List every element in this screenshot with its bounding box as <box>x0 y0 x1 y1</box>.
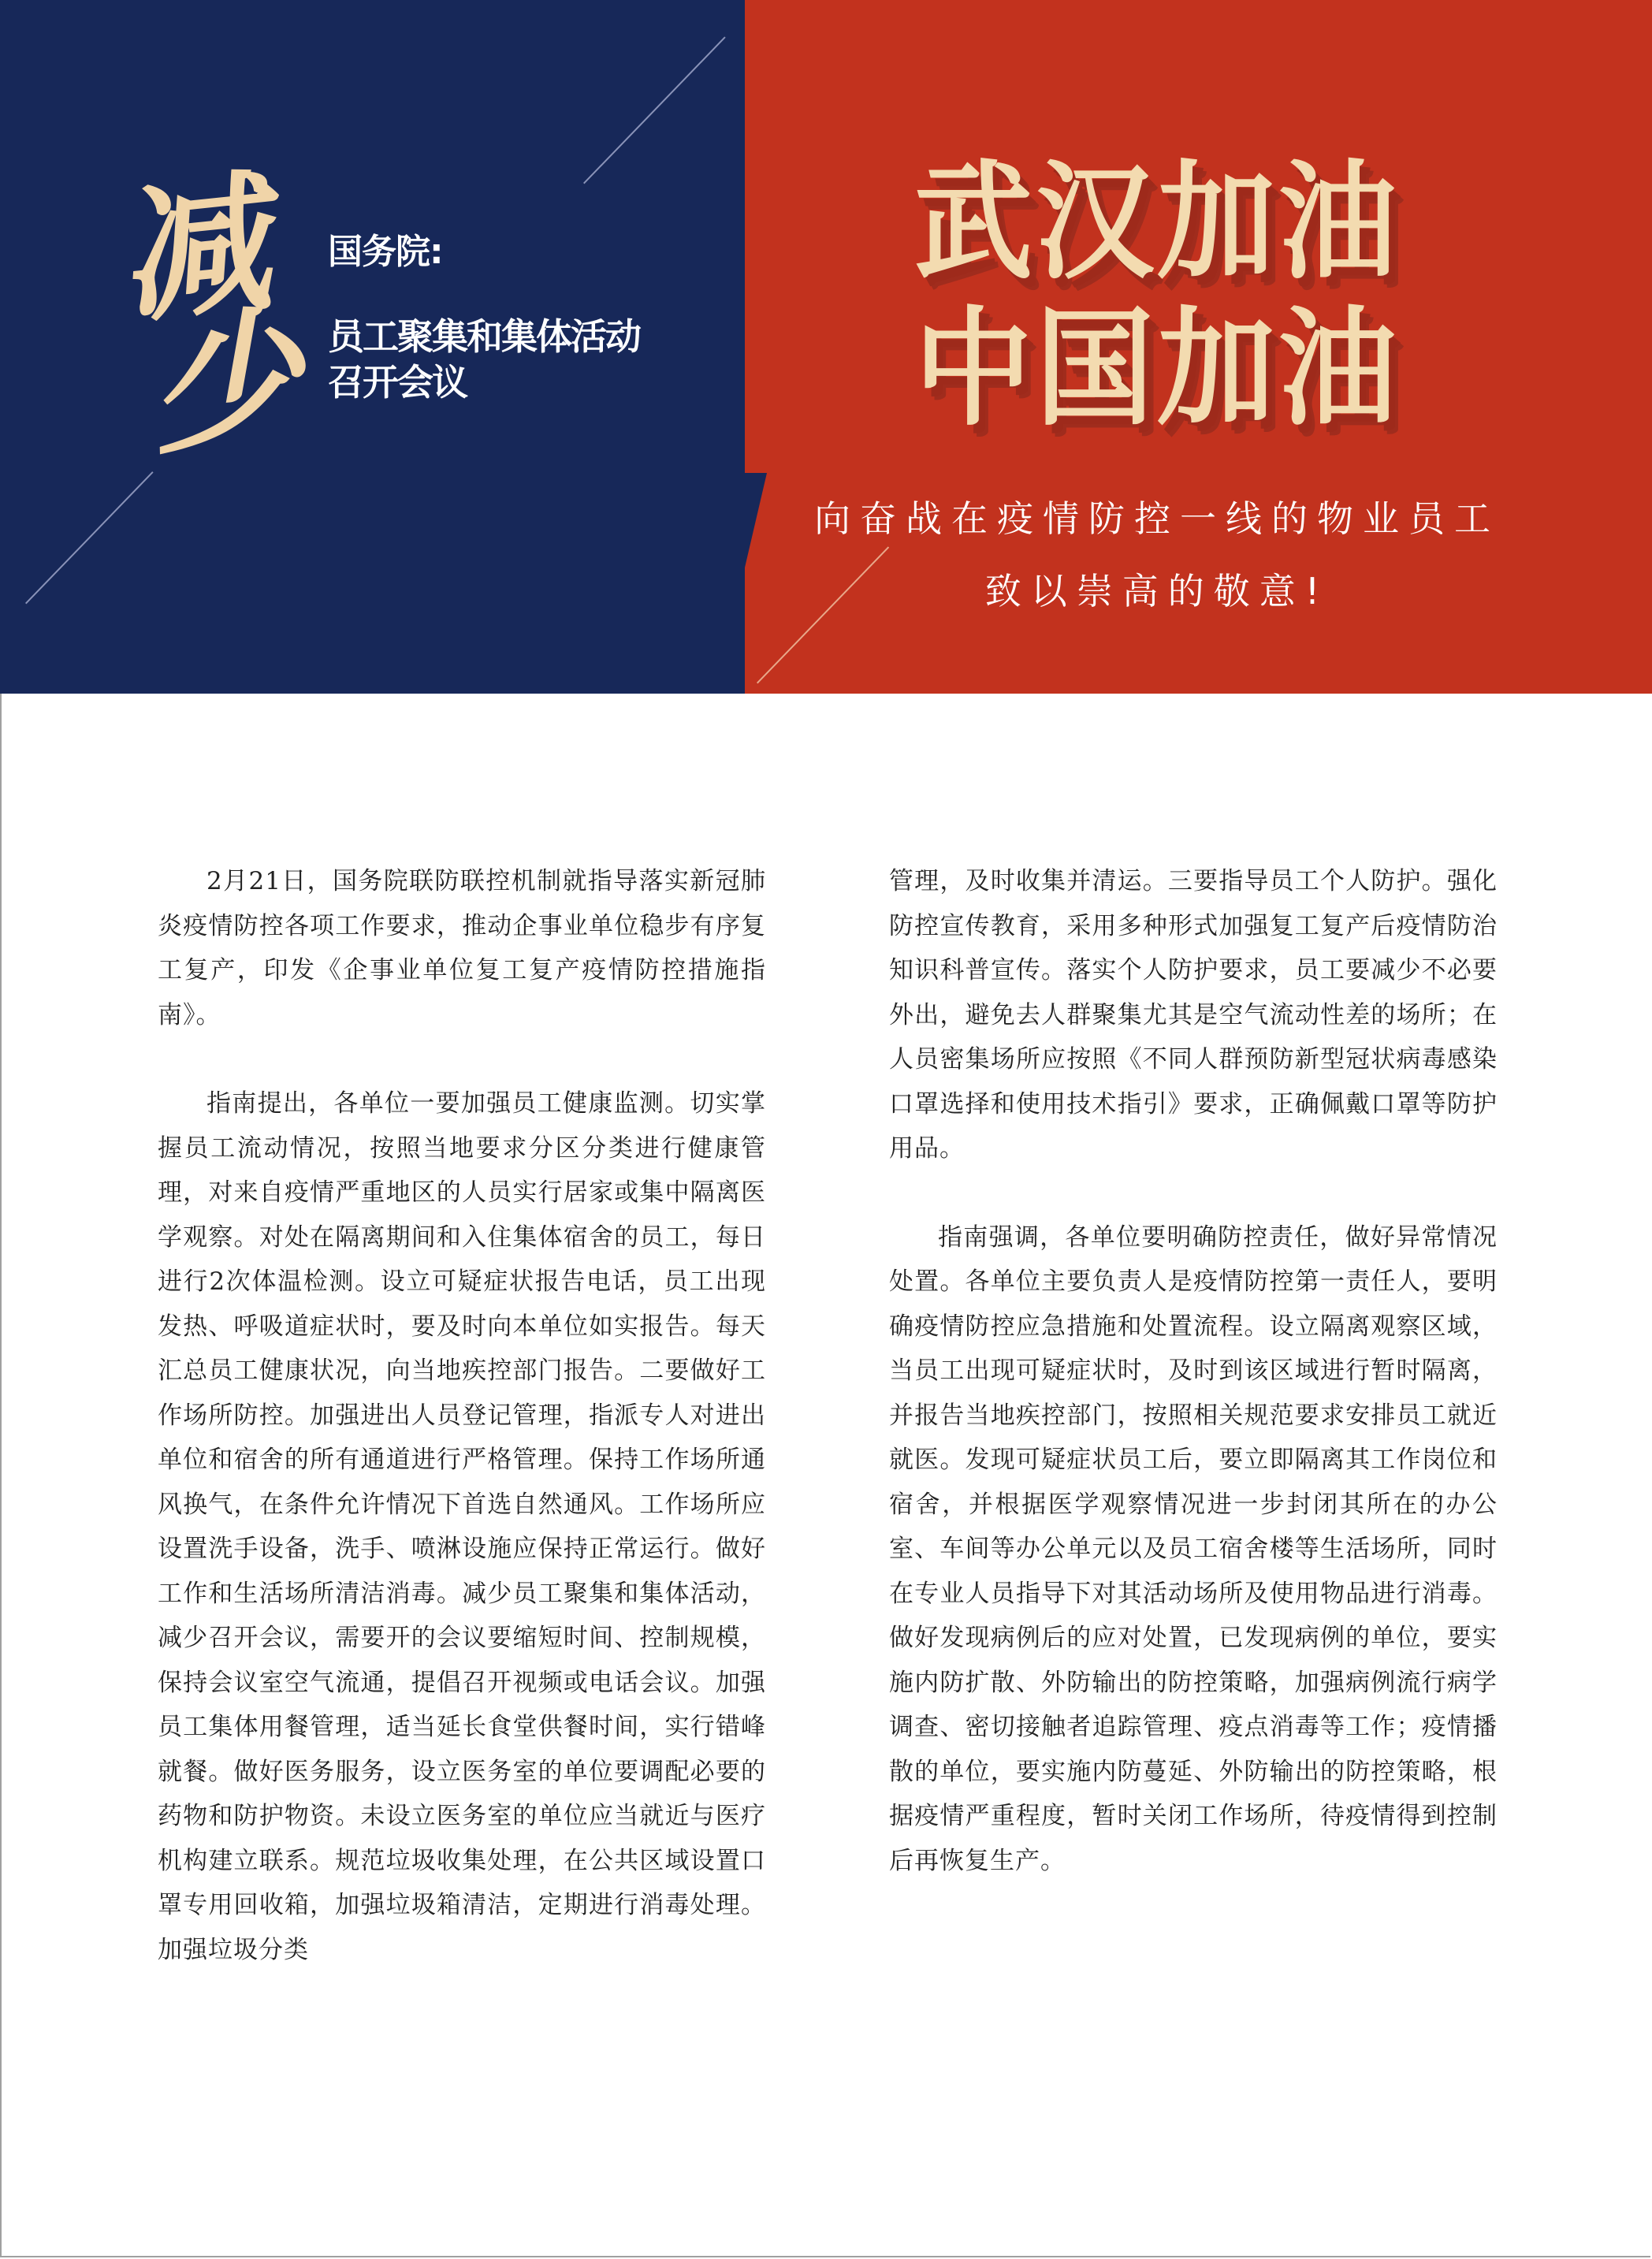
article-column-right <box>889 859 1498 1927</box>
decorative-line <box>583 36 725 184</box>
poster-title-line-1: 武汉加油 <box>914 148 1401 297</box>
decorative-line <box>25 471 153 604</box>
article-paragraph-continued: 管理，及时收集并清运。三要指导员工个人防护。强化防控宣传教育，采用多种形式加强复工复产后疫情防治知识科普宣传。落实个人防护要求，员工要减少不必要外出，避免去人群聚集尤其是空气流动性差的场所；在人员密集场所应按照《不同人群预防新型冠状病毒感染口罩选择和使用技术指引》要求，正确佩戴口罩等防护用品。 <box>889 867 1498 1163</box>
calligraphy-char-2: 少 <box>146 287 327 477</box>
headline-line-1: 员工聚集和集体活动 <box>328 315 640 358</box>
article-paragraph: 2月21日，国务院联防联控机制就指导落实新冠肺炎疫情防控各项工作要求，推动企事业单位稳步有序复工复产，印发《企事业单位复工复产疫情防控措施指南》。 <box>158 867 766 1029</box>
article-column-left <box>158 859 766 2016</box>
poster-subtitle-line-2: 致以崇高的敬意! <box>984 570 1330 612</box>
poster-subtitle <box>802 482 1512 627</box>
banner-left-panel <box>0 0 745 694</box>
headline-block <box>328 230 640 405</box>
article-paragraph: 指南提出，各单位一要加强员工健康监测。切实掌握员工流动情况，按照当地要求分区分类进行健康管理，对来自疫情严重地区的人员实行居家或集中隔离医学观察。对处在隔离期间和入住集体宿舍的员工，每日进行2次体温检测。设立可疑症状报告电话，员工出现发热、呼吸道症状时，要及时向本单位如实报告。每天汇总员工健康状况，向当地疾控部门报告。二要做好工作场所防控。加强进出人员登记管理，指派专人对进出单位和宿舍的所有通道进行严格管理。保持工作场所通风换气，在条件允许情况下首选自然通风。工作场所应设置洗手设备，洗手、喷淋设施应保持正常运行。做好工作和生活场所清洁消毒。减少员工聚集和集体活动，减少召开会议，需要开的会议要缩短时间、控制规模，保持会议室空气流通，提倡召开视频或电话会议。加强员工集体用餐管理，适当延长食堂供餐时间，实行错峰就餐。做好医务服务，设立医务室的单位要调配必要的药物和防护物资。未设立医务室的单位应当就近与医疗机构建立联系。规范垃圾收集处理，在公共区域设置口罩专用回收箱，加强垃圾箱清洁，定期进行消毒处理。加强垃圾分类 <box>158 1089 766 1964</box>
headline-line-2: 召开会议 <box>328 361 467 404</box>
poster-title-line-2: 中国加油 <box>914 295 1401 444</box>
poster-title <box>914 150 1400 443</box>
headline-main <box>328 314 640 405</box>
poster-subtitle-line-1: 向奋战在疫情防控一线的物业员工 <box>814 497 1500 540</box>
calligraphy-char-1: 减 <box>124 151 286 345</box>
headline-kicker: 国务院: <box>328 232 443 272</box>
header-banner <box>0 0 1652 694</box>
article-paragraph: 指南强调，各单位要明确防控责任，做好异常情况处置。各单位主要负责人是疫情防控第一责任人，要明确疫情防控应急措施和处置流程。设立隔离观察区域，当员工出现可疑症状时，及时到该区域进行暂时隔离，并报告当地疾控部门，按照相关规范要求安排员工就近就医。发现可疑症状员工后，要立即隔离其工作岗位和宿舍，并根据医学观察情况进一步封闭其所在的办公室、车间等办公单元以及员工宿舍楼等生活场所，同时在专业人员指导下对其活动场所及使用物品进行消毒。做好发现病例后的应对处置，已发现病例的单位，要实施内防扩散、外防输出的防控策略，加强病例流行病学调查、密切接触者追踪管理、疫点消毒等工作；疫情播散的单位，要实施内防蔓延、外防输出的防控策略，根据疫情严重程度，暂时关闭工作场所，待疫情得到控制后再恢复生产。 <box>889 1223 1498 1875</box>
calligraphy-title <box>124 151 327 489</box>
